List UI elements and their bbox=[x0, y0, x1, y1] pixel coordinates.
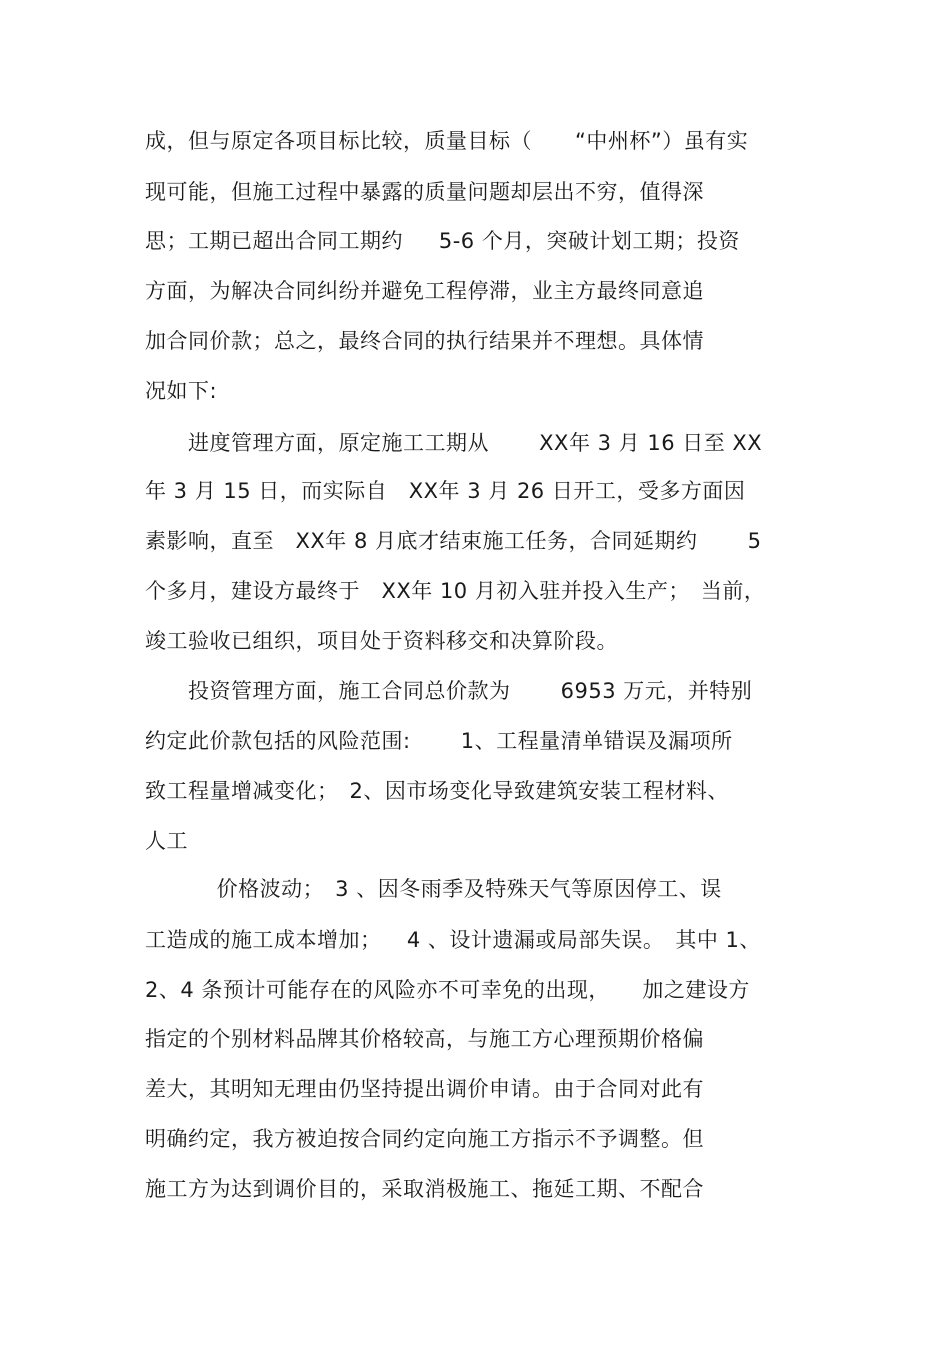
text-line-3: 思；工期已超出合同工期约 5-6 个月，突破计划工期；投资 bbox=[145, 229, 740, 253]
text-line-10: 个多月，建设方最终于 XX年 10 月初入驻并投入生产； 当前， bbox=[145, 579, 766, 603]
text-line-20: 差大，其明知无理由仍坚持提出调价申请。由于合同对此有 bbox=[145, 1077, 704, 1101]
text-line-19: 指定的个别材料品牌其价格较高，与施工方心理预期价格偏 bbox=[145, 1027, 704, 1051]
text-line-22: 施工方为达到调价目的，采取消极施工、拖延工期、不配合 bbox=[145, 1177, 704, 1201]
text-line-12: 投资管理方面，施工合同总价款为 6953 万元，并特别 bbox=[145, 679, 753, 703]
text-line-9: 素影响，直至 XX年 8 月底才结束施工任务，合同延期约 5 bbox=[145, 529, 762, 553]
text-line-8: 年 3 月 15 日，而实际自 XX年 3 月 26 日开工，受多方面因 bbox=[145, 479, 746, 503]
text-line-18: 2、4 条预计可能存在的风险亦不可幸免的出现， 加之建设方 bbox=[145, 978, 750, 1002]
text-line-4: 方面，为解决合同纠纷并避免工程停滞，业主方最终同意追 bbox=[145, 279, 704, 303]
text-line-13: 约定此价款包括的风险范围: 1、工程量清单错误及漏项所 bbox=[145, 729, 733, 753]
text-line-11: 竣工验收已组织，项目处于资料移交和决算阶段。 bbox=[145, 629, 618, 653]
text-line-17: 工造成的施工成本增加； 4 、设计遗漏或局部失误。 其中 1、 bbox=[145, 928, 761, 952]
text-line-14: 致工程量增减变化； 2、因市场变化导致建筑安装工程材料、 bbox=[145, 779, 729, 803]
text-line-16: 价格波动； 3 、因冬雨季及特殊天气等原因停工、误 bbox=[145, 877, 722, 901]
text-line-2: 现可能，但施工过程中暴露的质量问题却层出不穷，值得深 bbox=[145, 180, 704, 204]
text-line-15: 人工 bbox=[145, 829, 188, 853]
text-line-5: 加合同价款；总之，最终合同的执行结果并不理想。具体情 bbox=[145, 329, 704, 353]
text-line-6: 况如下: bbox=[145, 379, 218, 403]
text-line-1: 成，但与原定各项目标比较，质量目标（ “中州杯”）虽有实 bbox=[145, 129, 749, 153]
text-line-7: 进度管理方面，原定施工工期从 XX年 3 月 16 日至 XX bbox=[145, 431, 763, 455]
text-line-21: 明确约定，我方被迫按合同约定向施工方指示不予调整。但 bbox=[145, 1127, 704, 1151]
